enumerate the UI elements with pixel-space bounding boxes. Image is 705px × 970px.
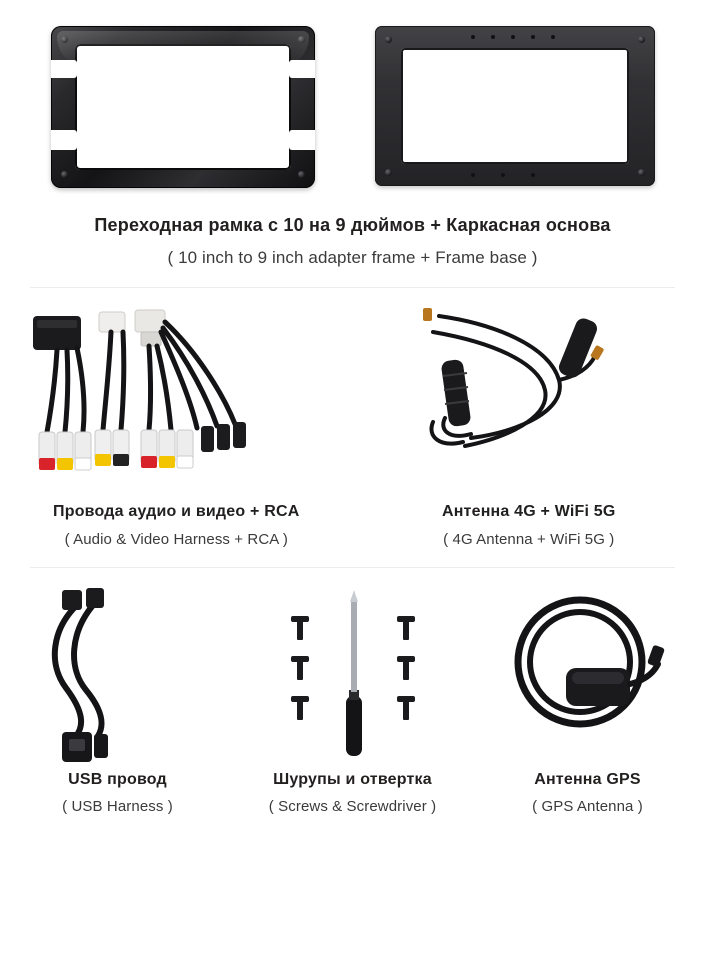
base-screw-hole (385, 36, 392, 43)
item-gps-antenna (470, 584, 705, 817)
screws-screwdriver-image (235, 584, 470, 764)
screws-label-en: ( Screws & Screwdriver ) (268, 798, 437, 816)
section-harness-antenna (0, 288, 705, 550)
audio-video-harness-image (0, 302, 353, 492)
screwdriver-illustration (253, 584, 453, 764)
usb-illustration (18, 584, 218, 764)
frame-screw-hole (61, 171, 68, 178)
usb-label-en: ( USB Harness ) (62, 798, 173, 816)
antenna-4g-label-en: ( 4G Antenna + WiFi 5G ) (443, 530, 615, 548)
caption-gps-antenna (470, 770, 705, 817)
caption-usb-harness (0, 770, 235, 817)
base-vent-hole (551, 35, 555, 39)
usb-harness-image (0, 584, 235, 764)
glossy-adapter-frame-image (51, 26, 315, 188)
base-vent-hole (471, 35, 475, 39)
harness-illustration (11, 302, 341, 482)
base-vent-hole (511, 35, 515, 39)
caption-audio-video-harness (0, 502, 353, 550)
caption-adapter-frame (0, 214, 705, 269)
screws-label-ru: Шурупы и отвертка (273, 771, 432, 789)
gps-illustration (488, 584, 688, 764)
item-4g-wifi-antenna (353, 302, 705, 550)
adapter-frame-label-ru: Переходная рамка с 10 на 9 дюймов + Каркасная основа (94, 215, 611, 235)
adapter-frame-label-en: ( 10 inch to 9 inch adapter frame + Frame base ) (167, 247, 538, 267)
frame-notch-right-top (289, 60, 315, 78)
section-frames (0, 0, 705, 269)
frames-image-row (0, 0, 705, 188)
frame-screw-hole (61, 36, 68, 43)
antenna-illustration (399, 302, 659, 482)
harness-label-ru: Провода аудио и видео + RCA (53, 502, 300, 520)
frame-screw-hole (298, 171, 305, 178)
usb-label-ru: USB провод (68, 771, 167, 789)
gps-antenna-image (470, 584, 705, 764)
caption-4g-wifi-antenna (353, 502, 705, 550)
antenna-4g-label-ru: Антенна 4G + WiFi 5G (441, 502, 616, 520)
antenna-4g-wifi-image (353, 302, 705, 492)
base-vent-hole (491, 35, 495, 39)
base-vent-hole (501, 173, 505, 177)
matte-frame-base-image (375, 26, 655, 186)
base-vent-hole (531, 173, 535, 177)
gps-label-ru: Антенна GPS (534, 771, 641, 789)
base-vent-hole (531, 35, 535, 39)
harness-label-en: ( Audio & Video Harness + RCA ) (64, 530, 288, 548)
base-vent-hole (471, 173, 475, 177)
frame-notch-left-bottom (51, 130, 77, 150)
section-usb-screws-gps (0, 568, 705, 817)
base-screw-hole (385, 169, 392, 176)
frame-notch-right-bottom (289, 130, 315, 150)
caption-screws-screwdriver (235, 770, 470, 817)
base-screw-hole (638, 36, 645, 43)
item-usb-harness (0, 584, 235, 817)
base-screw-hole (638, 169, 645, 176)
frame-screw-hole (298, 36, 305, 43)
item-screws-screwdriver (235, 584, 470, 817)
frame-notch-left-top (51, 60, 77, 78)
gps-label-en: ( GPS Antenna ) (532, 798, 643, 816)
item-audio-video-harness (0, 302, 353, 550)
